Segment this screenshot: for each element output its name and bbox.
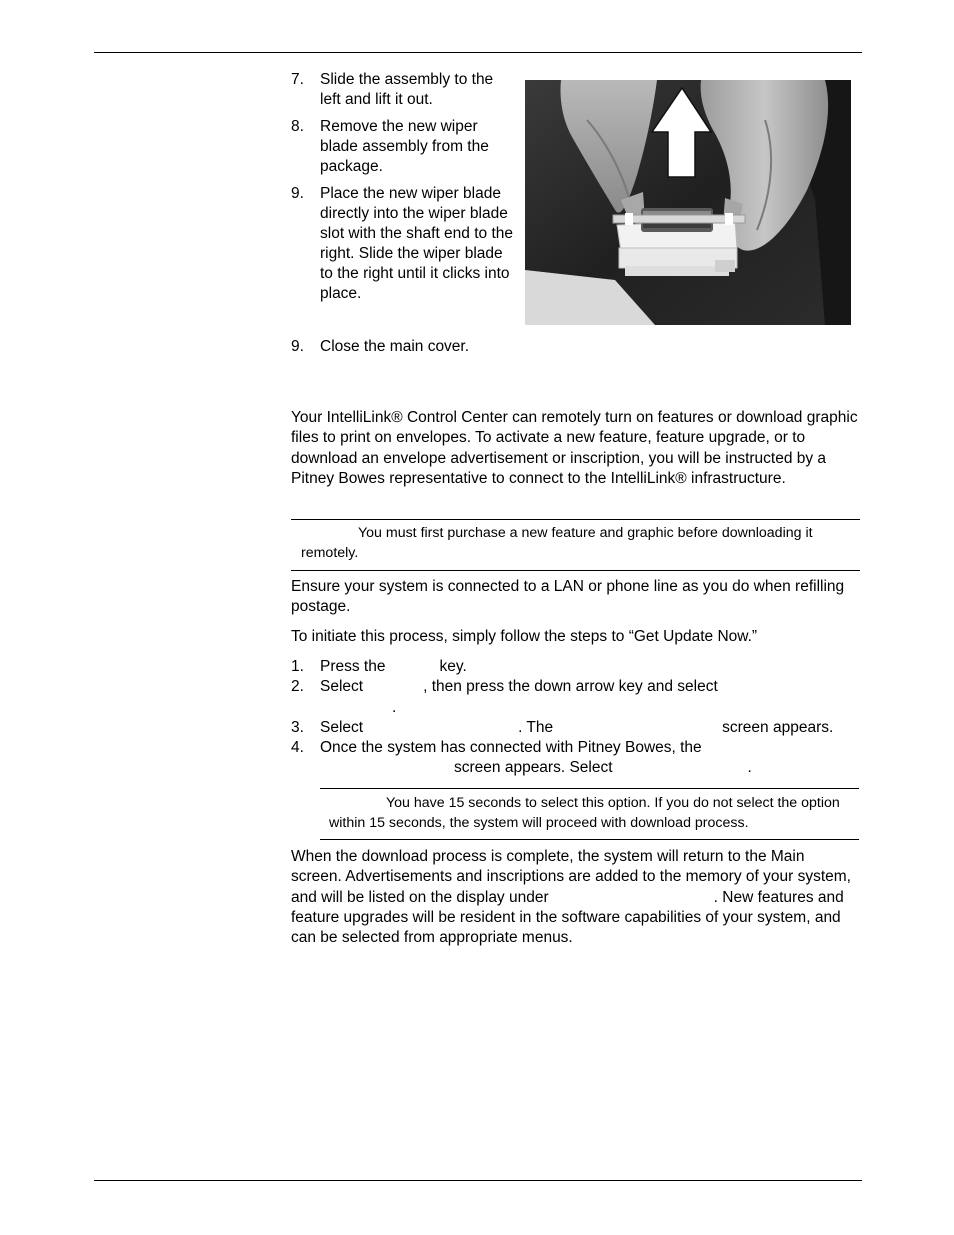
download-complete-paragraph: [291, 847, 859, 948]
list-item: [291, 657, 861, 677]
step-text: Select: [320, 718, 364, 736]
step-number: 3.: [291, 718, 304, 736]
initiate-paragraph: To initiate this process, simply follow the steps to “Get Update Now.”: [291, 628, 758, 645]
step-text: , then press the down arrow key and select: [423, 678, 718, 696]
note-text: You have 15 seconds to select this option. If you do not select the option within 15 seconds, the system will proceed with download process.: [329, 795, 840, 831]
step-number: 2.: [291, 678, 304, 696]
list-item: [291, 738, 861, 779]
wiper-steps-list: [291, 70, 516, 311]
step-text: Slide the assembly to the left and lift it out.: [320, 71, 494, 108]
step-text: screen appears. Select: [454, 759, 613, 777]
ensure-connection-paragraph: Ensure your system is connected to a LAN or phone line as you do when refilling postage.: [291, 578, 845, 616]
intellilink-intro-paragraph: Your IntelliLink® Control Center can remotely turn on features or download graphic files to print on envelopes. To activate a new feature, feature upgrade, or to download an envelope advertisement or inscription, you will be instructed by a Pitney Bowes representative to connect to the IntelliLink® infrastructure.: [291, 409, 858, 487]
step-text: Select: [320, 678, 364, 696]
step-number: 4.: [291, 739, 304, 757]
header-rule: [94, 52, 862, 53]
step-text: .: [747, 759, 752, 777]
list-item: [291, 70, 516, 110]
step-text: Close the main cover.: [320, 338, 470, 355]
step-number: 1.: [291, 658, 304, 675]
update-steps-list: [291, 657, 861, 779]
list-item: [291, 718, 861, 738]
step-text: key.: [439, 658, 467, 675]
step-number: 9.: [291, 185, 304, 202]
step-text: .: [392, 698, 397, 716]
step-text: Remove the new wiper blade assembly from the package.: [320, 118, 489, 175]
step-number: 9.: [291, 338, 304, 355]
list-item: [291, 677, 861, 718]
step-text: . The: [518, 718, 554, 736]
step-text: Once the system has connected with Pitney Bowes, the: [320, 739, 702, 757]
close-cover-step: [291, 337, 620, 357]
list-item: [291, 117, 516, 177]
note-purchase: [291, 519, 860, 571]
paragraph-text: When the download process is complete, the system will return to the Main screen. Advertisements and inscriptions are added to the memory of your system, and will be listed on the display under: [291, 848, 851, 906]
step-text: Place the new wiper blade directly into the wiper blade slot with the shaft end to the right. Slide the wiper blade to the right until it clicks into place.: [320, 185, 514, 302]
step-text: screen appears.: [722, 718, 834, 736]
list-item: [291, 184, 516, 304]
step-number: 7.: [291, 71, 304, 88]
wiper-removal-photo: [525, 80, 851, 325]
paragraph-text: . New features and feature upgrades will be resident in the software capabilities of your system, and can be selected from appropriate menus.: [291, 888, 844, 947]
note-seconds: [320, 788, 859, 840]
step-number: 8.: [291, 118, 304, 135]
footer-rule: [94, 1180, 862, 1181]
step-text: Press the: [320, 658, 386, 675]
note-text: You must first purchase a new feature and graphic before downloading it remotely.: [301, 525, 813, 561]
